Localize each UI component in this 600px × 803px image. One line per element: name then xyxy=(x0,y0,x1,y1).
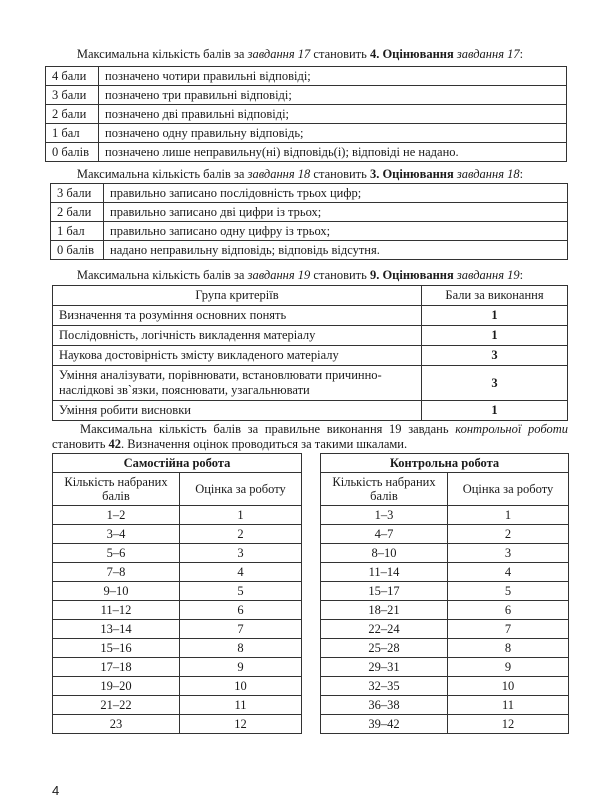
table-row xyxy=(321,658,569,677)
table-row xyxy=(321,582,569,601)
table-row xyxy=(53,582,302,601)
points-cell: 3 бали xyxy=(46,86,99,105)
grade-cell: 9 xyxy=(180,658,302,677)
caption-text: . Оцінювання xyxy=(376,47,457,61)
range-cell: 32–35 xyxy=(321,677,448,696)
summary-text: . Визначення оцінок проводиться за такими шкалами. xyxy=(121,437,408,451)
caption-task: завдання 17 xyxy=(247,47,311,61)
page-number: 4 xyxy=(52,783,60,798)
range-cell: 39–42 xyxy=(321,715,448,734)
table-row xyxy=(321,525,569,544)
table-row xyxy=(321,677,569,696)
range-cell: 13–14 xyxy=(53,620,180,639)
caption-max: 9 xyxy=(369,268,377,282)
range-cell: 23 xyxy=(53,715,180,734)
scale-title: Контрольна робота xyxy=(321,454,569,473)
range-cell: 36–38 xyxy=(321,696,448,715)
caption-task: завдання 19 xyxy=(456,268,520,282)
range-cell: 15–17 xyxy=(321,582,448,601)
range-cell: 1–3 xyxy=(321,506,448,525)
range-cell: 29–31 xyxy=(321,658,448,677)
caption-text: : xyxy=(519,47,524,61)
col-points: Кількість набраних балів xyxy=(321,473,448,506)
task17-caption xyxy=(0,47,600,62)
table-row xyxy=(53,620,302,639)
table-row xyxy=(321,715,569,734)
desc-cell: позначено дві правильні відповіді; xyxy=(99,105,567,124)
points-cell: 3 xyxy=(422,346,568,366)
summary-text: Максимальна кількість балів за правильне виконання 19 завдань xyxy=(80,422,456,436)
desc-cell: правильно записано дві цифри із трьох; xyxy=(104,203,568,222)
table-row xyxy=(321,544,569,563)
table-row xyxy=(53,306,568,326)
grade-cell: 7 xyxy=(448,620,569,639)
task19-table xyxy=(52,285,568,421)
header-criteria: Група критеріїв xyxy=(53,286,422,306)
grade-cell: 2 xyxy=(180,525,302,544)
points-cell: 4 бали xyxy=(46,67,99,86)
grade-cell: 1 xyxy=(448,506,569,525)
grade-cell: 8 xyxy=(448,639,569,658)
grade-cell: 6 xyxy=(180,601,302,620)
table-row xyxy=(53,715,302,734)
grade-cell: 8 xyxy=(180,639,302,658)
table-header-row xyxy=(53,286,568,306)
scale-title: Самостійна робота xyxy=(53,454,302,473)
caption-text: Максимальна кількість балів за xyxy=(76,167,248,181)
table-row xyxy=(46,105,567,124)
grade-cell: 2 xyxy=(448,525,569,544)
points-cell: 1 xyxy=(422,326,568,346)
independent-work-scale xyxy=(52,453,302,734)
range-cell: 11–12 xyxy=(53,601,180,620)
criteria-cell: Послідовність, логічність викладення матеріалу xyxy=(53,326,422,346)
summary-paragraph xyxy=(52,422,568,452)
table-row xyxy=(46,124,567,143)
col-grade: Оцінка за роботу xyxy=(180,473,302,506)
table-row xyxy=(46,67,567,86)
grade-cell: 9 xyxy=(448,658,569,677)
table-row xyxy=(53,326,568,346)
summary-text: становить xyxy=(52,437,109,451)
table-row xyxy=(46,143,567,162)
points-cell: 2 бали xyxy=(46,105,99,124)
criteria-cell: Наукова достовірність змісту викладеного матеріалу xyxy=(53,346,422,366)
grade-cell: 5 xyxy=(180,582,302,601)
caption-text: : xyxy=(519,268,524,282)
desc-cell: надано неправильну відповідь; відповідь відсутня. xyxy=(104,241,568,260)
desc-cell: позначено лише неправильну(ні) відповідь(і); відповіді не надано. xyxy=(99,143,567,162)
points-cell: 1 бал xyxy=(46,124,99,143)
task18-table xyxy=(50,183,568,260)
summary-italic: контрольної роботи xyxy=(455,422,568,436)
range-cell: 3–4 xyxy=(53,525,180,544)
range-cell: 15–16 xyxy=(53,639,180,658)
range-cell: 9–10 xyxy=(53,582,180,601)
range-cell: 25–28 xyxy=(321,639,448,658)
points-cell: 1 xyxy=(422,401,568,421)
task17-table xyxy=(45,66,567,162)
table-row xyxy=(321,506,569,525)
caption-task: завдання 18 xyxy=(456,167,520,181)
table-row xyxy=(53,525,302,544)
table-row xyxy=(53,563,302,582)
control-work-scale xyxy=(320,453,569,734)
caption-text: Максимальна кількість балів за xyxy=(76,47,248,61)
grade-cell: 1 xyxy=(180,506,302,525)
range-cell: 18–21 xyxy=(321,601,448,620)
desc-cell: правильно записано послідовність трьох цифр; xyxy=(104,184,568,203)
grade-cell: 11 xyxy=(180,696,302,715)
table-row xyxy=(53,658,302,677)
table-row xyxy=(51,241,568,260)
col-grade: Оцінка за роботу xyxy=(448,473,569,506)
table-row xyxy=(53,346,568,366)
table-row xyxy=(53,677,302,696)
grade-cell: 12 xyxy=(448,715,569,734)
points-cell: 0 балів xyxy=(46,143,99,162)
scale-header-row xyxy=(321,473,569,506)
table-row xyxy=(53,366,568,401)
points-cell: 3 xyxy=(422,366,568,401)
table-row xyxy=(321,639,569,658)
range-cell: 1–2 xyxy=(53,506,180,525)
caption-max: 4 xyxy=(369,47,377,61)
caption-max: 3 xyxy=(369,167,377,181)
caption-text: Максимальна кількість балів за xyxy=(76,268,248,282)
range-cell: 4–7 xyxy=(321,525,448,544)
scale-title-row xyxy=(321,454,569,473)
summary-max: 42 xyxy=(108,437,122,451)
task18-caption xyxy=(0,167,600,182)
table-row xyxy=(321,563,569,582)
points-cell: 0 балів xyxy=(51,241,104,260)
header-points: Бали за виконання xyxy=(422,286,568,306)
criteria-cell: Визначення та розуміння основних понять xyxy=(53,306,422,326)
caption-task: завдання 18 xyxy=(247,167,311,181)
range-cell: 7–8 xyxy=(53,563,180,582)
range-cell: 22–24 xyxy=(321,620,448,639)
grade-cell: 3 xyxy=(180,544,302,563)
caption-text: становить xyxy=(310,268,370,282)
range-cell: 17–18 xyxy=(53,658,180,677)
points-cell: 1 xyxy=(422,306,568,326)
criteria-cell: Уміння аналізувати, порівнювати, встановлювати причинно-наслідкові зв`язки, пояснювати, узагальнювати xyxy=(53,366,422,401)
table-row xyxy=(53,544,302,563)
table-row xyxy=(53,601,302,620)
table-row xyxy=(321,620,569,639)
criteria-cell: Уміння робити висновки xyxy=(53,401,422,421)
scale-title-row xyxy=(53,454,302,473)
task19-caption xyxy=(0,268,600,283)
table-row xyxy=(51,222,568,241)
table-row xyxy=(46,86,567,105)
points-cell: 1 бал xyxy=(51,222,104,241)
table-row xyxy=(53,506,302,525)
desc-cell: позначено чотири правильні відповіді; xyxy=(99,67,567,86)
table-row xyxy=(51,184,568,203)
table-row xyxy=(53,696,302,715)
grade-cell: 10 xyxy=(180,677,302,696)
col-points: Кількість набраних балів xyxy=(53,473,180,506)
grade-cell: 4 xyxy=(448,563,569,582)
range-cell: 11–14 xyxy=(321,563,448,582)
scale-header-row xyxy=(53,473,302,506)
range-cell: 21–22 xyxy=(53,696,180,715)
caption-task: завдання 17 xyxy=(456,47,520,61)
range-cell: 8–10 xyxy=(321,544,448,563)
caption-text: : xyxy=(519,167,524,181)
caption-text: . Оцінювання xyxy=(376,167,457,181)
table-row xyxy=(53,401,568,421)
range-cell: 5–6 xyxy=(53,544,180,563)
grade-cell: 6 xyxy=(448,601,569,620)
desc-cell: позначено одну правильну відповідь; xyxy=(99,124,567,143)
table-row xyxy=(53,639,302,658)
caption-task: завдання 19 xyxy=(247,268,311,282)
points-cell: 3 бали xyxy=(51,184,104,203)
caption-text: . Оцінювання xyxy=(376,268,457,282)
caption-text: становить xyxy=(310,47,370,61)
grade-cell: 11 xyxy=(448,696,569,715)
table-row xyxy=(51,203,568,222)
grade-cell: 10 xyxy=(448,677,569,696)
desc-cell: позначено три правильні відповіді; xyxy=(99,86,567,105)
grade-cell: 4 xyxy=(180,563,302,582)
grade-cell: 12 xyxy=(180,715,302,734)
desc-cell: правильно записано одну цифру із трьох; xyxy=(104,222,568,241)
grade-cell: 3 xyxy=(448,544,569,563)
grade-cell: 7 xyxy=(180,620,302,639)
caption-text: становить xyxy=(310,167,370,181)
points-cell: 2 бали xyxy=(51,203,104,222)
table-row xyxy=(321,601,569,620)
table-row xyxy=(321,696,569,715)
grade-cell: 5 xyxy=(448,582,569,601)
range-cell: 19–20 xyxy=(53,677,180,696)
